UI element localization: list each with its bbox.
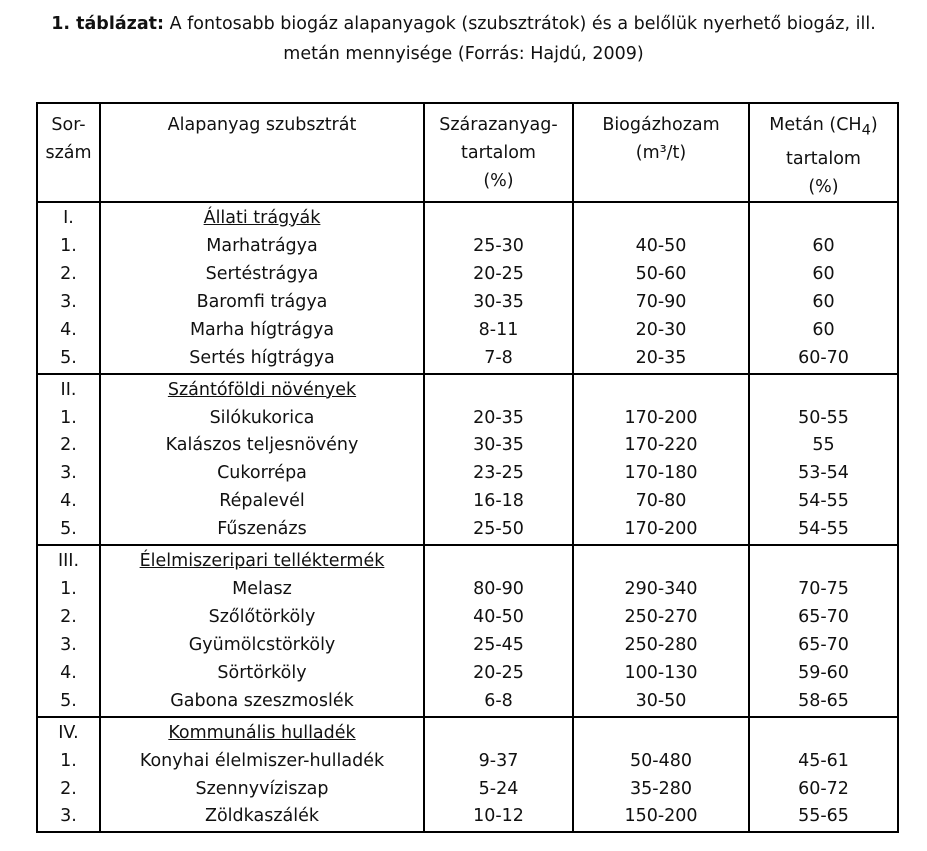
header-row-number <box>37 103 100 202</box>
dry-matter-value: 25-30 <box>424 233 573 261</box>
methane-value: 70-75 <box>749 576 898 604</box>
header-text: (m³/t) <box>635 143 687 163</box>
methane-value: 45-61 <box>749 748 898 776</box>
row-number: 5. <box>37 516 100 545</box>
table-row <box>37 317 898 345</box>
group-header-row <box>37 202 898 233</box>
dry-matter-value: 20-25 <box>424 660 573 688</box>
biogas-yield-value: 20-35 <box>573 345 749 374</box>
header-text: ) <box>870 115 878 135</box>
table-header <box>37 103 898 202</box>
empty-cell <box>424 545 573 576</box>
header-methane <box>749 103 898 202</box>
dry-matter-value: 30-35 <box>424 432 573 460</box>
substrate-name: Melasz <box>100 576 424 604</box>
row-number: 4. <box>37 488 100 516</box>
biogas-table <box>36 102 899 833</box>
empty-cell <box>424 374 573 405</box>
substrate-name: Marhatrágya <box>100 233 424 261</box>
substrate-name: Baromfi trágya <box>100 289 424 317</box>
methane-value: 50-55 <box>749 405 898 433</box>
biogas-yield-value: 250-270 <box>573 604 749 632</box>
row-number: 3. <box>37 460 100 488</box>
substrate-name: Sertéstrágya <box>100 261 424 289</box>
substrate-name: Sertés hígtrágya <box>100 345 424 374</box>
header-subscript: 4 <box>861 121 871 139</box>
dry-matter-value: 20-25 <box>424 261 573 289</box>
table-row <box>37 432 898 460</box>
table-row <box>37 688 898 717</box>
group-number: IV. <box>37 717 100 748</box>
methane-value: 54-55 <box>749 488 898 516</box>
caption-line-1 <box>20 9 907 39</box>
group-title: Állati trágyák <box>203 208 321 228</box>
dry-matter-value: 80-90 <box>424 576 573 604</box>
group-title-cell <box>100 717 424 748</box>
caption-label: 1. táblázat: <box>51 14 165 34</box>
row-number: 1. <box>37 748 100 776</box>
group-header-row <box>37 545 898 576</box>
empty-cell <box>573 374 749 405</box>
methane-value: 60 <box>749 317 898 345</box>
group-header-row <box>37 374 898 405</box>
group-title: Kommunális hulladék <box>168 722 356 743</box>
biogas-yield-value: 50-480 <box>573 748 749 776</box>
empty-cell <box>749 545 898 576</box>
substrate-name: Fűszenázs <box>100 516 424 545</box>
substrate-name: Kalászos teljesnövény <box>100 432 424 460</box>
methane-value: 60-72 <box>749 776 898 804</box>
table-row <box>37 604 898 632</box>
biogas-yield-value: 170-220 <box>573 432 749 460</box>
biogas-yield-value: 250-280 <box>573 632 749 660</box>
substrate-name: Silókukorica <box>100 405 424 433</box>
table-row <box>37 632 898 660</box>
caption-line-2: metán mennyisége (Forrás: Hajdú, 2009) <box>283 44 644 64</box>
table-row <box>37 516 898 545</box>
header-text: szám <box>45 143 92 163</box>
dry-matter-value: 25-50 <box>424 516 573 545</box>
caption-text-1: A fontosabb biogáz alapanyagok (szubsztrátok) és a belőlük nyerhető biogáz, ill. <box>169 14 876 34</box>
table-row <box>37 748 898 776</box>
biogas-yield-value: 170-200 <box>573 516 749 545</box>
empty-cell <box>749 717 898 748</box>
substrate-name: Gyümölcstörköly <box>100 632 424 660</box>
header-text: Sor- <box>51 115 86 135</box>
biogas-yield-value: 150-200 <box>573 803 749 832</box>
methane-value: 53-54 <box>749 460 898 488</box>
table-group <box>37 717 898 833</box>
header-text: Metán (CH <box>769 115 862 135</box>
header-row <box>37 103 898 202</box>
group-title-cell <box>100 202 424 233</box>
substrate-name: Marha hígtrágya <box>100 317 424 345</box>
header-text: tartalom <box>461 143 536 163</box>
group-header-row <box>37 717 898 748</box>
row-number: 2. <box>37 261 100 289</box>
methane-value: 60 <box>749 261 898 289</box>
table-row <box>37 488 898 516</box>
table-row <box>37 289 898 317</box>
header-text: (%) <box>808 176 839 197</box>
biogas-yield-value: 40-50 <box>573 233 749 261</box>
substrate-name: Cukorrépa <box>100 460 424 488</box>
group-number: III. <box>37 545 100 576</box>
methane-value: 59-60 <box>749 660 898 688</box>
header-dry-matter <box>424 103 573 202</box>
dry-matter-value: 20-35 <box>424 405 573 433</box>
group-number: II. <box>37 374 100 405</box>
methane-value: 55-65 <box>749 803 898 832</box>
dry-matter-value: 8-11 <box>424 317 573 345</box>
table-row <box>37 261 898 289</box>
table-row <box>37 233 898 261</box>
biogas-yield-value: 290-340 <box>573 576 749 604</box>
table-row <box>37 660 898 688</box>
header-substrate: Alapanyag szubsztrát <box>100 103 424 202</box>
table-caption <box>20 9 907 69</box>
methane-value: 54-55 <box>749 516 898 545</box>
methane-value: 58-65 <box>749 688 898 717</box>
row-number: 1. <box>37 405 100 433</box>
header-text <box>750 111 897 145</box>
group-title-cell <box>100 374 424 405</box>
biogas-yield-value: 35-280 <box>573 776 749 804</box>
row-number: 4. <box>37 660 100 688</box>
row-number: 2. <box>37 432 100 460</box>
row-number: 5. <box>37 688 100 717</box>
methane-value: 65-70 <box>749 632 898 660</box>
dry-matter-value: 9-37 <box>424 748 573 776</box>
row-number: 3. <box>37 289 100 317</box>
empty-cell <box>424 202 573 233</box>
dry-matter-value: 10-12 <box>424 803 573 832</box>
empty-cell <box>573 202 749 233</box>
dry-matter-value: 5-24 <box>424 776 573 804</box>
header-biogas-yield <box>573 103 749 202</box>
table-row <box>37 776 898 804</box>
methane-value: 65-70 <box>749 604 898 632</box>
row-number: 5. <box>37 345 100 374</box>
methane-value: 60 <box>749 233 898 261</box>
dry-matter-value: 7-8 <box>424 345 573 374</box>
methane-value: 60 <box>749 289 898 317</box>
header-text: tartalom <box>786 148 861 169</box>
methane-value: 60-70 <box>749 345 898 374</box>
dry-matter-value: 30-35 <box>424 289 573 317</box>
group-title: Élelmiszeripari telléktermék <box>139 551 385 572</box>
group-number: I. <box>37 202 100 233</box>
table-group <box>37 374 898 546</box>
group-title-cell <box>100 545 424 576</box>
empty-cell <box>573 717 749 748</box>
row-number: 1. <box>37 576 100 604</box>
biogas-yield-value: 100-130 <box>573 660 749 688</box>
table-row <box>37 460 898 488</box>
table-row <box>37 405 898 433</box>
substrate-name: Konyhai élelmiszer-hulladék <box>100 748 424 776</box>
row-number: 3. <box>37 632 100 660</box>
row-number: 3. <box>37 803 100 832</box>
table-row <box>37 803 898 832</box>
empty-cell <box>573 545 749 576</box>
substrate-name: Szőlőtörköly <box>100 604 424 632</box>
table-row <box>37 345 898 374</box>
substrate-name: Gabona szeszmoslék <box>100 688 424 717</box>
biogas-yield-value: 50-60 <box>573 261 749 289</box>
row-number: 1. <box>37 233 100 261</box>
dry-matter-value: 6-8 <box>424 688 573 717</box>
biogas-yield-value: 20-30 <box>573 317 749 345</box>
substrate-name: Szennyvíziszap <box>100 776 424 804</box>
methane-value: 55 <box>749 432 898 460</box>
biogas-yield-value: 170-200 <box>573 405 749 433</box>
dry-matter-value: 16-18 <box>424 488 573 516</box>
row-number: 4. <box>37 317 100 345</box>
row-number: 2. <box>37 776 100 804</box>
biogas-yield-value: 170-180 <box>573 460 749 488</box>
row-number: 2. <box>37 604 100 632</box>
table-row <box>37 576 898 604</box>
biogas-yield-value: 70-90 <box>573 289 749 317</box>
substrate-name: Sörtörköly <box>100 660 424 688</box>
empty-cell <box>424 717 573 748</box>
dry-matter-value: 25-45 <box>424 632 573 660</box>
empty-cell <box>749 374 898 405</box>
biogas-yield-value: 30-50 <box>573 688 749 717</box>
header-text: Szárazanyag- <box>439 115 558 135</box>
group-title: Szántóföldi növények <box>167 379 357 400</box>
table-group <box>37 202 898 374</box>
dry-matter-value: 40-50 <box>424 604 573 632</box>
substrate-name: Zöldkaszálék <box>100 803 424 832</box>
dry-matter-value: 23-25 <box>424 460 573 488</box>
header-text: Biogázhozam <box>602 115 720 135</box>
biogas-yield-value: 70-80 <box>573 488 749 516</box>
table-group <box>37 545 898 717</box>
header-text: (%) <box>483 171 514 191</box>
empty-cell <box>749 202 898 233</box>
substrate-name: Répalevél <box>100 488 424 516</box>
